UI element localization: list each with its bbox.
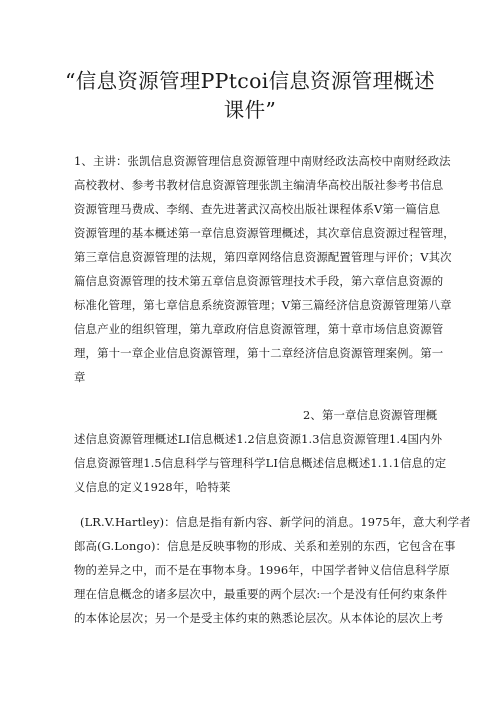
body-line: 第三章信息资源管理的法规，第四章网络信息资源配置管理与评价；V其次 (74, 250, 452, 264)
body-line: 篇信息资源管理的技术第五章信息资源管理技术手段，第六章信息资源的 (74, 274, 444, 288)
body-line: 郎高(G.Longo)：信息是反映事物的形成、关系和差别的东西，它包含在事 (74, 539, 456, 553)
body-line: 信息资源管理1.5信息科学与管理科学LI信息概述信息概述1.1.1信息的定 (74, 456, 447, 470)
body-line: 义信息的定义1928年，哈特莱 (74, 480, 231, 494)
body-line: 高校教材、参考书教材信息资源管理张凯主编清华高校出版社参考书信息 (74, 178, 444, 192)
body-line: 资源管理的基本概述第一章信息资源管理概述，其次章信息资源过程管理， (74, 226, 455, 240)
section-heading-line: 2、第一章信息资源管理概 (303, 408, 438, 422)
body-line: 标准化管理，第七章信息系统资源管理；V第三篇经济信息资源管理第八章 (74, 298, 452, 312)
body-line: 理在信息概念的诸多层次中，最重要的两个层次:一个是没有任何约束条件 (74, 587, 448, 601)
body-line: 资源管理马费成、李纲、查先进著武汉高校出版社课程体系V第一篇信息 (74, 202, 441, 216)
body-line: 的本体论层次；另一个是受主体约束的熟悉论层次。从本体论的层次上考 (74, 611, 444, 625)
body-line: 信息产业的组织管理，第九章政府信息资源管理，第十章市场信息资源管 (74, 322, 444, 336)
body-line: 物的差异之中，而不是在事物本身。1996年，中国学者钟义信信息科学原 (74, 563, 450, 577)
body-line: 述信息资源管理概述LI信息概述1.2信息资源1.3信息资源管理1.4国内外 (74, 432, 443, 446)
body-line: 章 (74, 370, 86, 384)
document-title-line-1: “信息资源管理PPtcoi信息资源管理概述 (65, 69, 435, 93)
body-line: 1、主讲：张凯信息资源管理信息资源管理中南财经政法高校中南财经政法 (74, 154, 451, 168)
body-line: (LR.V.Hartley)：信息是指有新内容、新学问的消息。1975年，意大利学者 (80, 515, 471, 529)
body-line: 理，第十一章企业信息资源管理，第十二章经济信息资源管理案例。第一 (74, 346, 444, 360)
document-title-line-2: 课件” (223, 98, 277, 122)
